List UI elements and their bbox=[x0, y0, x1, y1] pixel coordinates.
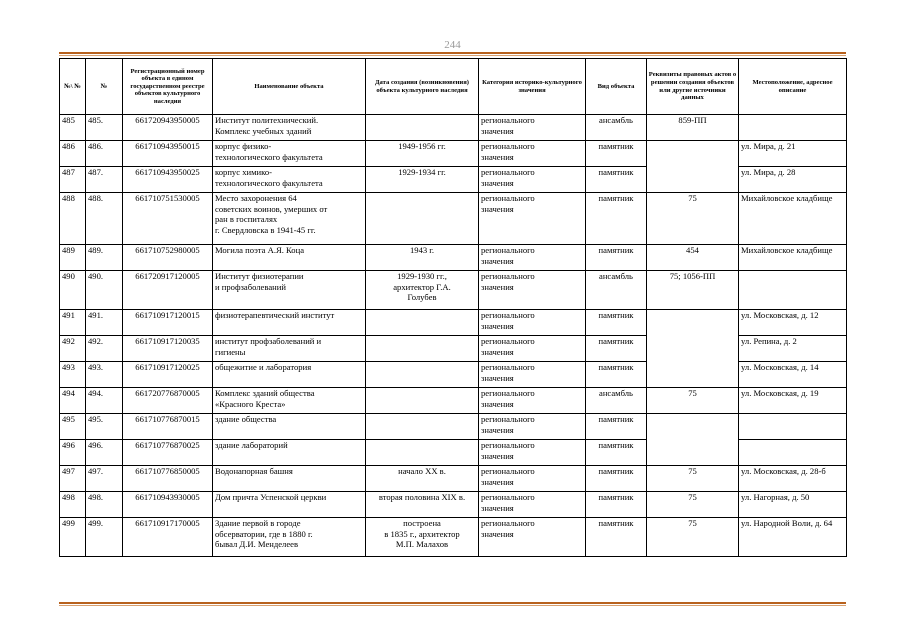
category-cell: регионального значения bbox=[479, 336, 586, 362]
row-index-cell: 497 bbox=[60, 466, 86, 492]
bottom-rule bbox=[59, 602, 846, 606]
location-cell: ул. Репина, д. 2 bbox=[739, 336, 847, 362]
header-row bbox=[60, 59, 847, 115]
registration-number-cell: 661710917120015 bbox=[123, 310, 213, 336]
location-cell bbox=[739, 115, 847, 141]
row-number-cell: 499. bbox=[86, 518, 123, 557]
table-row bbox=[60, 414, 847, 440]
object-name-cell: Дом причта Успенской церкви bbox=[213, 492, 366, 518]
object-type-cell: памятник bbox=[586, 310, 647, 336]
registration-number-cell: 661720776870005 bbox=[123, 388, 213, 414]
object-type-cell: памятник bbox=[586, 193, 647, 245]
row-number-cell: 490. bbox=[86, 271, 123, 310]
registration-number-cell: 661710917170005 bbox=[123, 518, 213, 557]
category-cell: регионального значения bbox=[479, 141, 586, 167]
location-cell: ул. Московская, д. 28-б bbox=[739, 466, 847, 492]
row-number-cell: 493. bbox=[86, 362, 123, 388]
creation-date-cell: 1929-1930 гг., архитектор Г.А. Голубев bbox=[366, 271, 479, 310]
category-cell: регионального значения bbox=[479, 388, 586, 414]
table-row bbox=[60, 492, 847, 518]
registration-number-cell: 661710751530005 bbox=[123, 193, 213, 245]
object-name-cell: Место захоронения 64 советских воинов, умерших от ран в госпиталях г. Свердловска в 1941-45 гг. bbox=[213, 193, 366, 245]
column-header-number: № bbox=[86, 59, 123, 115]
row-index-cell: 487 bbox=[60, 167, 86, 193]
column-header-location: Местоположение, адресное описание bbox=[739, 59, 847, 115]
row-number-cell: 491. bbox=[86, 310, 123, 336]
object-type-cell: ансамбль bbox=[586, 115, 647, 141]
table-row bbox=[60, 193, 847, 245]
registration-number-cell: 661710943930005 bbox=[123, 492, 213, 518]
category-cell: регионального значения bbox=[479, 492, 586, 518]
creation-date-cell: 1949-1956 гг. bbox=[366, 141, 479, 167]
row-number-cell: 489. bbox=[86, 245, 123, 271]
column-header-registration: Регистрационный номер объекта в едином государственном реестре объектов культурного наследия bbox=[123, 59, 213, 115]
legal-acts-cell: 75 bbox=[647, 388, 739, 414]
row-index-cell: 496 bbox=[60, 440, 86, 466]
creation-date-cell bbox=[366, 193, 479, 245]
category-cell: регионального значения bbox=[479, 245, 586, 271]
registration-number-cell: 661720943950005 bbox=[123, 115, 213, 141]
object-name-cell: Водонапорная башня bbox=[213, 466, 366, 492]
table-row bbox=[60, 141, 847, 167]
creation-date-cell: вторая половина XIX в. bbox=[366, 492, 479, 518]
category-cell: регионального значения bbox=[479, 362, 586, 388]
row-number-cell: 485. bbox=[86, 115, 123, 141]
object-type-cell: ансамбль bbox=[586, 388, 647, 414]
object-type-cell: памятник bbox=[586, 440, 647, 466]
object-type-cell: памятник bbox=[586, 141, 647, 167]
row-index-cell: 495 bbox=[60, 414, 86, 440]
category-cell: регионального значения bbox=[479, 167, 586, 193]
creation-date-cell: начало XX в. bbox=[366, 466, 479, 492]
location-cell bbox=[739, 440, 847, 466]
row-number-cell: 497. bbox=[86, 466, 123, 492]
legal-acts-cell: 75 bbox=[647, 492, 739, 518]
registration-number-cell: 661710752980005 bbox=[123, 245, 213, 271]
location-cell: ул. Мира, д. 21 bbox=[739, 141, 847, 167]
row-number-cell: 487. bbox=[86, 167, 123, 193]
table-row bbox=[60, 518, 847, 557]
legal-acts-cell: 454 bbox=[647, 245, 739, 271]
location-cell bbox=[739, 414, 847, 440]
location-cell: ул. Московская, д. 14 bbox=[739, 362, 847, 388]
category-cell: регионального значения bbox=[479, 310, 586, 336]
location-cell: ул. Народной Воли, д. 64 bbox=[739, 518, 847, 557]
legal-acts-cell: 75 bbox=[647, 466, 739, 492]
table-row bbox=[60, 115, 847, 141]
location-cell: ул. Нагорная, д. 50 bbox=[739, 492, 847, 518]
row-index-cell: 489 bbox=[60, 245, 86, 271]
creation-date-cell bbox=[366, 115, 479, 141]
object-name-cell: институт профзаболеваний и гигиены bbox=[213, 336, 366, 362]
registration-number-cell: 661710776850005 bbox=[123, 466, 213, 492]
location-cell bbox=[739, 271, 847, 310]
object-name-cell: корпус химико- технологического факультета bbox=[213, 167, 366, 193]
object-type-cell: памятник bbox=[586, 492, 647, 518]
category-cell: регионального значения bbox=[479, 414, 586, 440]
registration-number-cell: 661710943950025 bbox=[123, 167, 213, 193]
table-row bbox=[60, 310, 847, 336]
object-name-cell: Могила поэта А.Я. Коца bbox=[213, 245, 366, 271]
location-cell: Михайловское кладбище bbox=[739, 193, 847, 245]
category-cell: регионального значения bbox=[479, 466, 586, 492]
page-number: 244 bbox=[444, 39, 461, 51]
object-type-cell: памятник bbox=[586, 362, 647, 388]
row-number-cell: 494. bbox=[86, 388, 123, 414]
object-name-cell: Институт физиотерапии и профзаболеваний bbox=[213, 271, 366, 310]
row-number-cell: 495. bbox=[86, 414, 123, 440]
object-name-cell: корпус физико- технологического факультета bbox=[213, 141, 366, 167]
registration-number-cell: 661710943950015 bbox=[123, 141, 213, 167]
row-number-cell: 488. bbox=[86, 193, 123, 245]
object-type-cell: памятник bbox=[586, 336, 647, 362]
column-header-index: №\ № bbox=[60, 59, 86, 115]
creation-date-cell bbox=[366, 310, 479, 336]
row-number-cell: 492. bbox=[86, 336, 123, 362]
object-name-cell: Здание первой в городе обсерватории, где в 1880 г. бывал Д.И. Менделеев bbox=[213, 518, 366, 557]
table-row bbox=[60, 466, 847, 492]
object-type-cell: памятник bbox=[586, 167, 647, 193]
legal-acts-cell: 75 bbox=[647, 193, 739, 245]
legal-acts-cell: 859-ПП bbox=[647, 115, 739, 141]
row-number-cell: 486. bbox=[86, 141, 123, 167]
creation-date-cell bbox=[366, 414, 479, 440]
creation-date-cell: 1929-1934 гг. bbox=[366, 167, 479, 193]
object-name-cell: Комплекс зданий общества «Красного Креста» bbox=[213, 388, 366, 414]
registration-number-cell: 661710917120035 bbox=[123, 336, 213, 362]
legal-acts-cell bbox=[647, 414, 739, 466]
column-header-type: Вид объекта bbox=[586, 59, 647, 115]
row-index-cell: 490 bbox=[60, 271, 86, 310]
object-type-cell: ансамбль bbox=[586, 271, 647, 310]
registration-number-cell: 661710776870015 bbox=[123, 414, 213, 440]
category-cell: регионального значения bbox=[479, 115, 586, 141]
heritage-register-table bbox=[59, 58, 847, 557]
object-type-cell: памятник bbox=[586, 414, 647, 440]
column-header-date: Дата создания (возникновения) объекта культурного наследия bbox=[366, 59, 479, 115]
row-index-cell: 494 bbox=[60, 388, 86, 414]
location-cell: Михайловское кладбище bbox=[739, 245, 847, 271]
row-index-cell: 493 bbox=[60, 362, 86, 388]
category-cell: регионального значения bbox=[479, 271, 586, 310]
creation-date-cell bbox=[366, 440, 479, 466]
column-header-name: Наименование объекта bbox=[213, 59, 366, 115]
object-type-cell: памятник bbox=[586, 466, 647, 492]
column-header-acts: Реквизиты правовых актов о решении создания объектов или другие источники данных bbox=[647, 59, 739, 115]
row-index-cell: 491 bbox=[60, 310, 86, 336]
location-cell: ул. Московская, д. 19 bbox=[739, 388, 847, 414]
creation-date-cell: 1943 г. bbox=[366, 245, 479, 271]
category-cell: регионального значения bbox=[479, 440, 586, 466]
creation-date-cell bbox=[366, 362, 479, 388]
object-type-cell: памятник bbox=[586, 518, 647, 557]
object-name-cell: Институт политехнический. Комплекс учебных зданий bbox=[213, 115, 366, 141]
table-row bbox=[60, 271, 847, 310]
row-index-cell: 492 bbox=[60, 336, 86, 362]
location-cell: ул. Московская, д. 12 bbox=[739, 310, 847, 336]
registration-number-cell: 661710917120025 bbox=[123, 362, 213, 388]
top-rule bbox=[59, 52, 846, 56]
category-cell: регионального значения bbox=[479, 518, 586, 557]
object-name-cell: общежитие и лаборатория bbox=[213, 362, 366, 388]
row-index-cell: 499 bbox=[60, 518, 86, 557]
object-type-cell: памятник bbox=[586, 245, 647, 271]
object-name-cell: здание лабораторий bbox=[213, 440, 366, 466]
column-header-category: Категория историко-культурного значения bbox=[479, 59, 586, 115]
row-index-cell: 488 bbox=[60, 193, 86, 245]
legal-acts-cell bbox=[647, 310, 739, 388]
row-number-cell: 496. bbox=[86, 440, 123, 466]
row-number-cell: 498. bbox=[86, 492, 123, 518]
registration-number-cell: 661720917120005 bbox=[123, 271, 213, 310]
legal-acts-cell: 75; 1056-ПП bbox=[647, 271, 739, 310]
creation-date-cell bbox=[366, 336, 479, 362]
creation-date-cell: построена в 1835 г., архитектор М.П. Малахов bbox=[366, 518, 479, 557]
row-index-cell: 485 bbox=[60, 115, 86, 141]
legal-acts-cell: 75 bbox=[647, 518, 739, 557]
row-index-cell: 498 bbox=[60, 492, 86, 518]
creation-date-cell bbox=[366, 388, 479, 414]
row-index-cell: 486 bbox=[60, 141, 86, 167]
table-row bbox=[60, 245, 847, 271]
legal-acts-cell bbox=[647, 141, 739, 193]
object-name-cell: физиотерапевтический институт bbox=[213, 310, 366, 336]
location-cell: ул. Мира, д. 28 bbox=[739, 167, 847, 193]
category-cell: регионального значения bbox=[479, 193, 586, 245]
registration-number-cell: 661710776870025 bbox=[123, 440, 213, 466]
table-row bbox=[60, 388, 847, 414]
object-name-cell: здание общества bbox=[213, 414, 366, 440]
